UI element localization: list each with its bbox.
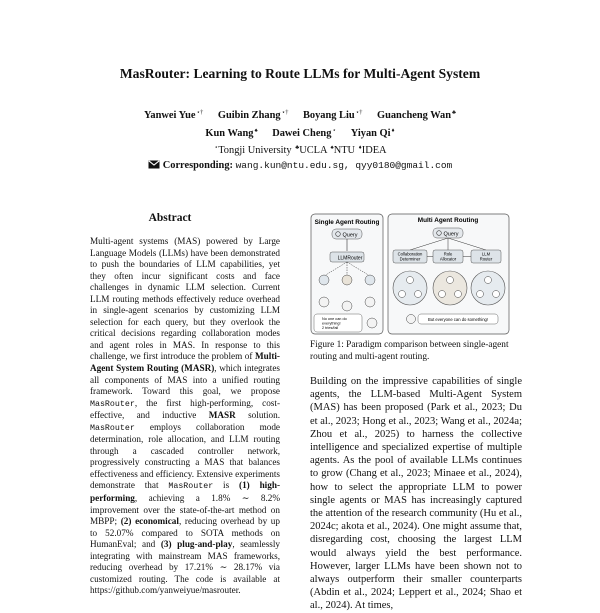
agent-icon [407,277,414,284]
author-block [0,106,600,173]
agent-icon [365,297,375,307]
collab-label: Collaboration [397,251,423,257]
affiliations: ⋆Tongji University ♣UCLA ♠NTU ♦IDEA [214,145,387,156]
model-logo-icon [342,275,352,285]
agent-icon [447,277,454,284]
agent-icon [477,291,484,298]
author: Guibin Zhang⋆† [217,110,289,121]
paper-title: MasRouter: Learning to Route LLMs for Multi-Agent System [119,66,481,81]
agent-icon [493,291,500,298]
sad-face-icon [367,318,377,328]
query-label-right: Query [443,231,459,238]
agent-graph-circle [471,271,505,305]
figure-1 [310,210,510,338]
query-label-left: Query [342,232,358,239]
agent-graph-circle [393,271,427,305]
llm-label: LLM [481,251,491,257]
role-label: Role [443,251,453,257]
single-agent-title: Single Agent Routing [314,219,380,226]
agent-icon [439,291,446,298]
left-bubble-line: No one can do [322,317,347,321]
envelope-icon [148,160,160,169]
introduction-text: Building on the impressive capabilities of single agents, the LLM-based Multi-Agent System (MAS) has been proposed (Park et al., 2023; Du et al., 2023; Hong et al., 2023; Wang et al., 2024a; Zhou et al., 2025) to harness the collective intelligence and specialized expertise of multiple agents. As the pool of available LLMs continues to grow (Chang et al., 2023; Minaee et al., 2024), how to select the appropriate LLM to power single agents or MAS has increasingly captured the attention of the research community (Hu et al., 2024c; akota et al., 2024). One might assume that, disregarding cost, choosing the largest LLM would always yield the best performance. However, larger LLMs have been shown not to always outperform their smaller counterparts (Abdin et al., 2024; Leppert et al., 2024; Shao et al., 2024). At times, [310,376,522,612]
figure-caption: Figure 1: Paradigm comparison between single-agent routing and multi-agent routing. [310,340,509,362]
abstract-text: Multi-agent systems (MAS) powered by Large Language Models (LLMs) have been demonstrated to push the boundaries of LLM capabilities, yet they often incur significant costs and face challenges in dynamic LLM selection. Current LLM routing methods effectively reduce overhead in single-agent scenarios by customizing LLM selection for each query, but they overlook the critical decisions regarding collaboration modes and agent roles in MAS. In response to this challenge, we first introduce the problem of Multi-Agent System Routing (MASR), which integrates all components of MAS into a unified routing framework. Toward this goal, we propose MasRouter, the first high-performing, cost-effective, and inductive MASR solution. MasRouter employs collaboration mode determination, role allocation, and LLM routing through a cascaded controller network, progressively constructing a MAS that balances effectiveness and efficiency. Extensive experiments demonstrate that MasRouter is (1) high-performing, achieving a 1.8% ∼ 8.2% improvement over the state-of-the-art method on MBPP; (2) economical, reducing overhead by up to 52.07% compared to SOTA methods on HumanEval; and (3) plug-and-play, seamlessly integrating with mainstream MAS frameworks, reducing overhead by 17.21% ∼ 28.17% via customized routing. The code is available at https://github.com/yanweiyue/masrouter. [90,236,280,596]
agent-icon [485,277,492,284]
agent-icon [415,291,422,298]
author-row-1 [0,106,600,124]
abstract-heading: Abstract [148,212,192,224]
author: Yanwei Yue⋆† [144,110,204,121]
model-logo-icon [365,275,375,285]
llm-label: Router [479,256,493,262]
author: Guancheng Wan♣ [377,110,456,121]
author: Kun Wang♠ [205,127,258,139]
author: Dawei Cheng⋆ [272,127,337,139]
right-bubble-text: But everyone can do something! [427,316,489,322]
left-bubble-line: everything! [322,321,341,326]
corresponding-line: Corresponding: wang.kun@ntu.edu.sg, qyy0180@gmail.com [0,159,600,174]
agent-icon [455,291,462,298]
author: Yiyan Qi♦ [350,127,395,139]
role-label: Allocator [439,256,457,262]
llm-router-label: LLMRouter [337,255,363,262]
model-logo-icon [319,275,329,285]
multi-agent-title: Multi Agent Routing [417,217,479,224]
left-bubble-line: 2 tries/fail [322,326,339,330]
agent-icon [319,297,329,307]
email-addresses[interactable]: wang.kun@ntu.edu.sg, qyy0180@gmail.com [235,159,453,171]
author: Boyang Liu⋆† [302,110,363,121]
agent-icon [342,301,352,311]
author-row-2 [0,124,600,142]
happy-face-icon [407,315,416,324]
agent-icon [399,291,406,298]
collab-label: Determiner [399,256,421,262]
agent-graph-circle [433,271,467,305]
